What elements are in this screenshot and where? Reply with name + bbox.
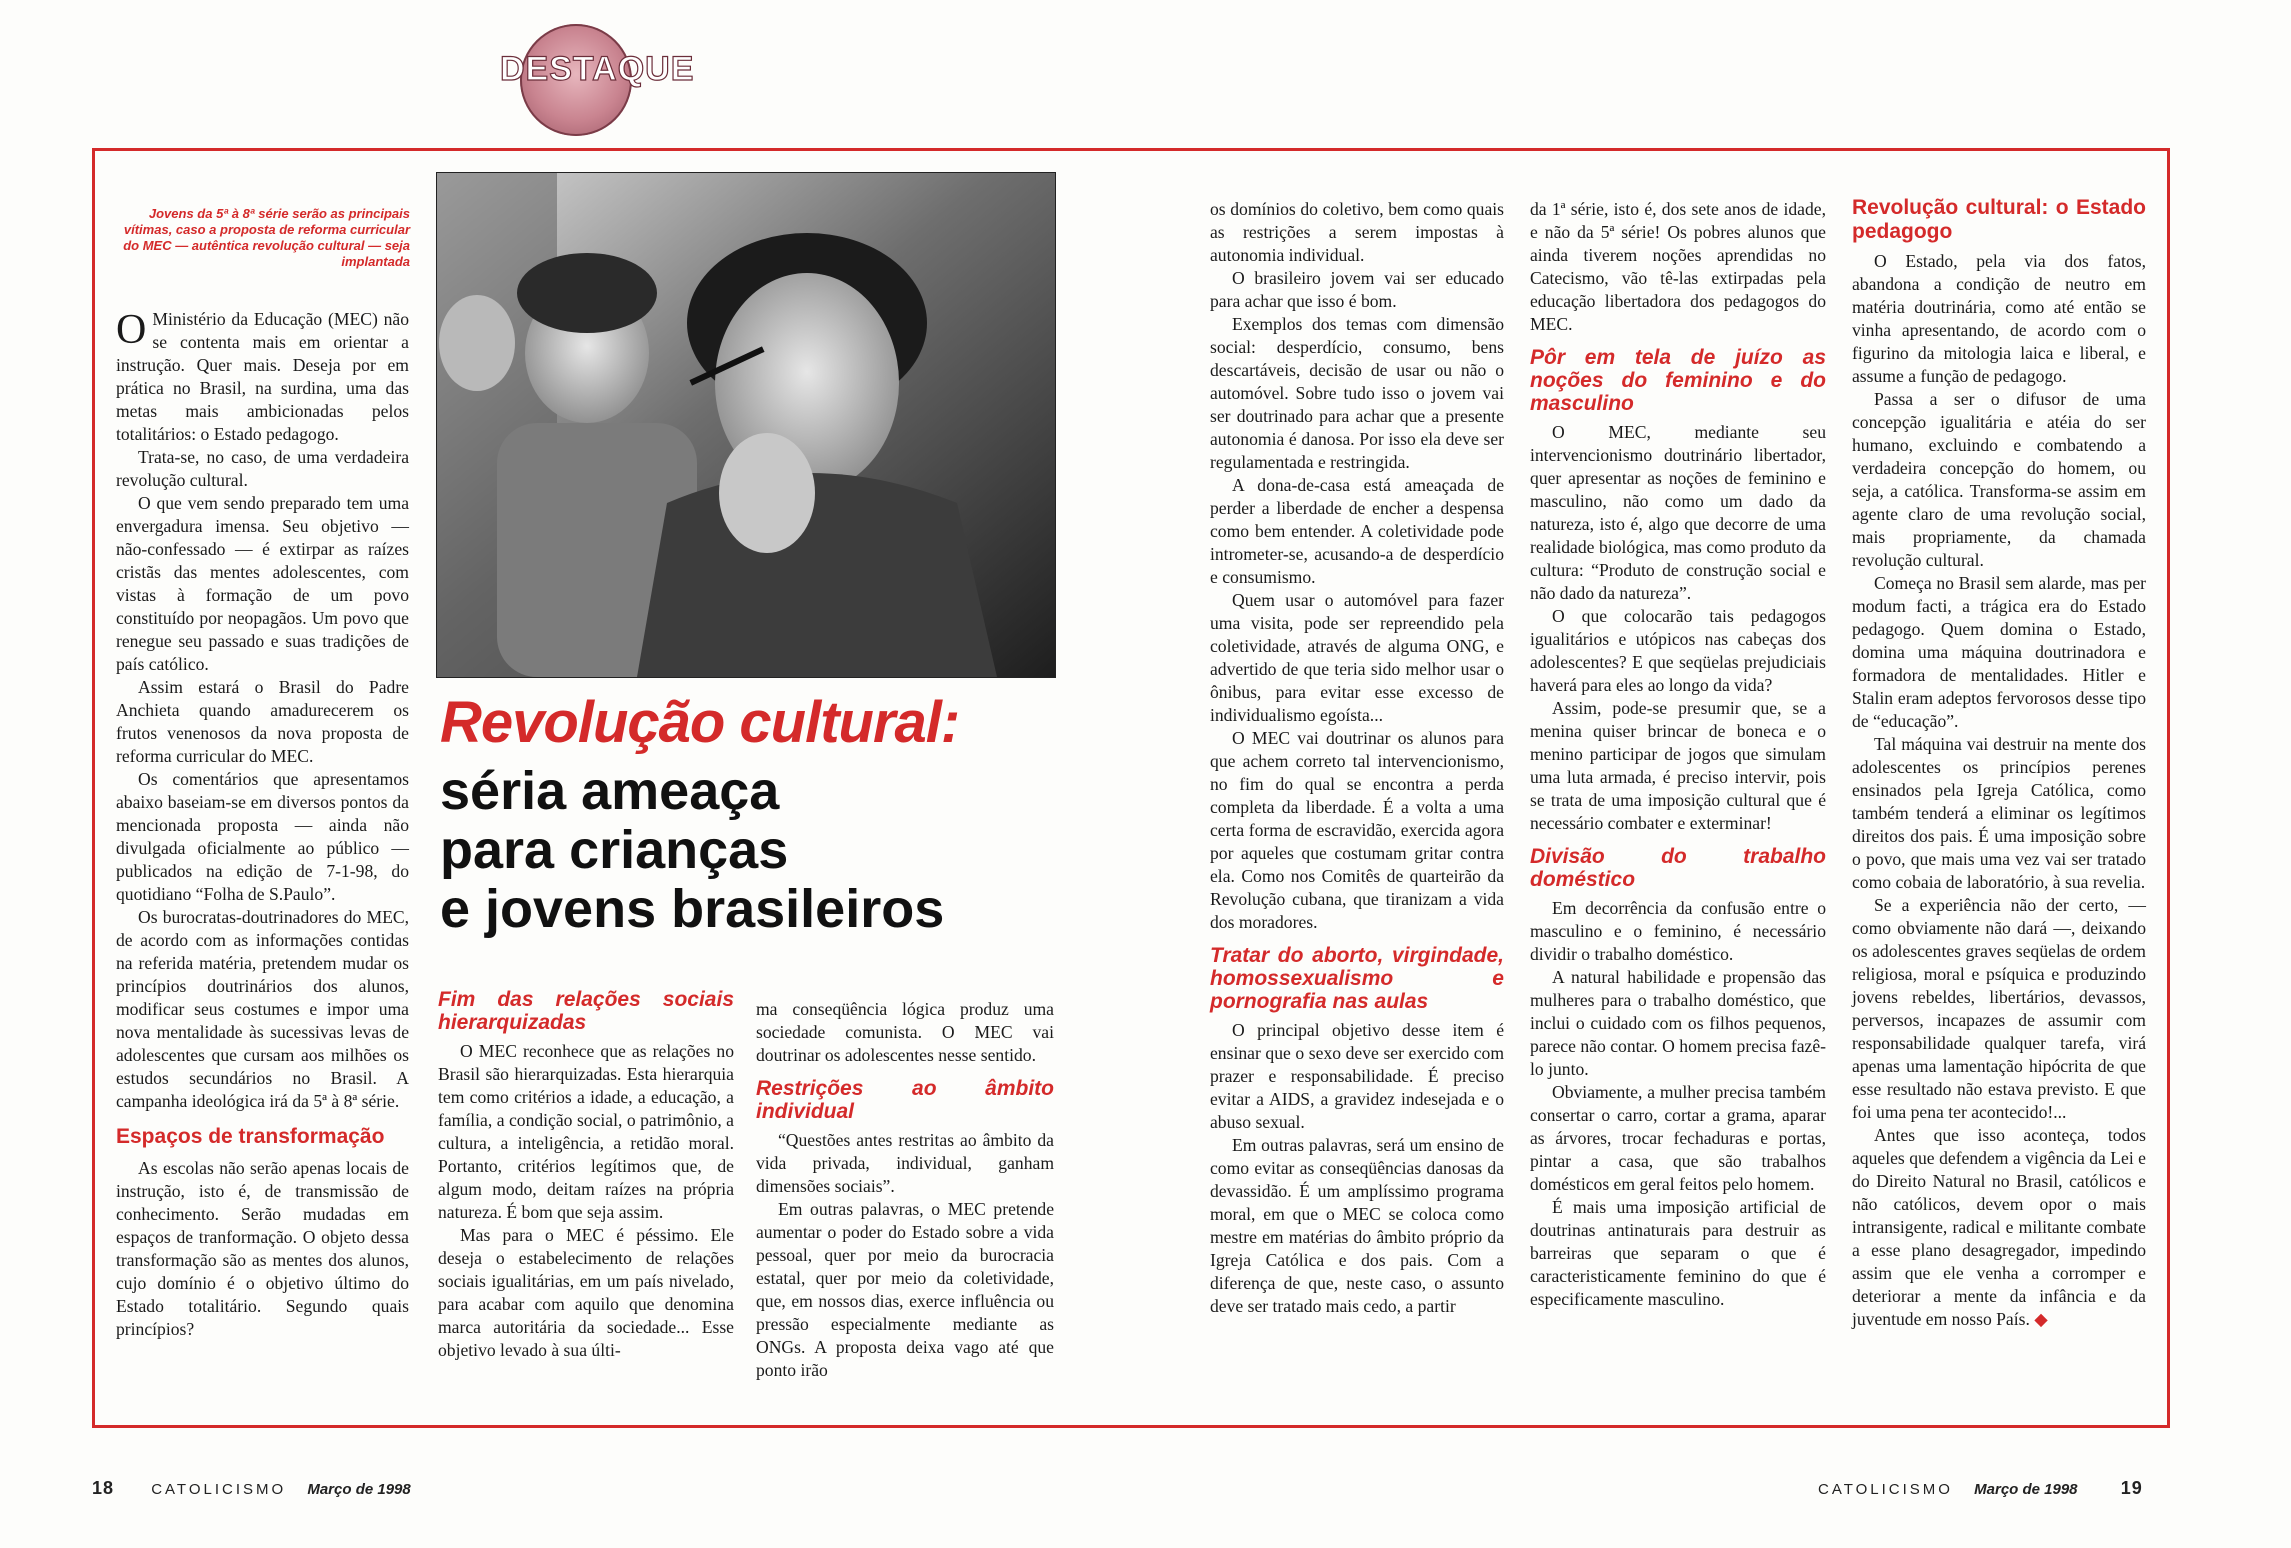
paragraph: Tal máquina vai destruir na mente dos adolescentes os princípios perenes ensinados pela Igreja Católica, como também tenderá a eliminar os legítimos direitos dos pais. É uma imposição sobre o povo, que mais uma vez vai ser tratado como cobaia de laboratório, à sua revelia. (1852, 734, 2146, 892)
paragraph: “Questões antes restritas ao âmbito da vida privada, individual, ganham dimensões sociais”. (756, 1130, 1054, 1196)
headline-line: para crianças (440, 820, 789, 880)
paragraph: Em outras palavras, será um ensino de como evitar as conseqüências danosas da devassidão. É um amplíssimo programa moral, em que o MEC se coloca como mestre em matérias do âmbito próprio da Igreja Católica e dos pais. Com a diferença de que, neste caso, o assunto deve ser tratado mais cedo, a partir (1210, 1135, 1504, 1316)
paragraph: O MEC reconhece que as relações no Brasil são hierarquizadas. Esta hierarquia tem como critérios a idade, a educação, a família, a condição social, o patrimônio, a cultura, a inteligência, a retidão moral. Portanto, critérios legítimos que, de algum modo, deitam raízes na própria natureza. É bom que seja assim. (438, 1041, 734, 1222)
paragraph: ma conseqüência lógica produz uma sociedade comunista. O MEC vai doutrinar os adolescentes nesse sentido. (756, 999, 1054, 1065)
section-heading: Restrições ao âmbito individual (756, 1077, 1054, 1123)
photo-caption: Jovens da 5ª à 8ª série serão as principais vítimas, caso a proposta de reforma curricular do MEC — autêntica revolução cultural — seja implantada (123, 206, 410, 269)
headline-red: Revolução cultural: (440, 690, 960, 755)
paragraph-text: Antes que isso aconteça, todos aqueles que defendem a vigência da Lei e do Direito Natural no Brasil, católicos e não católicos, devem opor o mais intransigente, radical e militante combate a esse plano desagregador, impedindo assim que ele venha a corromper e deteriorar a mente da infância e da juventude em nosso País. (1852, 1125, 2146, 1329)
section-heading: Espaços de transformação (116, 1125, 385, 1148)
paragraph: os domínios do coletivo, bem como quais as restrições a serem impostas à autonomia individual. (1210, 199, 1504, 265)
headline-line: séria ameaça (440, 761, 780, 821)
paragraph: Os burocratas-doutrinadores do MEC, de acordo com as informações contidas na referida matéria, pretendem mudar os princípios doutrinários dos alunos, modificar seus costumes e impor uma nova mentalidade às sucessivas levas de adolescentes que cursam aos milhões os estudos secundários no Brasil. A campanha ideológica irá da 5ª à 8ª série. (116, 907, 409, 1111)
paragraph: Mas para o MEC é péssimo. Ele deseja o estabelecimento de relações sociais igualitárias, em um país nivelado, para acabar com aquilo que denomina marca autoritária da sociedade... Esse objetivo levado à sua últi- (438, 1225, 734, 1360)
column-4 (1210, 198, 1504, 1318)
paragraph: O principal objetivo desse item é ensinar que o sexo deve ser exercido com prazer e responsabilidade. É preciso evitar a AIDS, a gravidez indesejada e o abuso sexual. (1210, 1020, 1504, 1132)
footer-right (1818, 1478, 2143, 1499)
paragraph: Em outras palavras, o MEC pretende aumentar o poder do Estado sobre a vida pessoal, quer por meio da burocracia estatal, quer por meio da coletividade, que, em nossos dias, exerce influência ou pressão especialmente mediante as ONGs. A proposta deixa vago até que ponto irão (756, 1199, 1054, 1380)
paragraph: O MEC, mediante seu intervencionismo doutrinário libertador, quer apresentar as noções de feminino e masculino, não como um dado da natureza, isto é, algo que decorre de uma realidade biológica, mas como produto da cultura: “Produto de construção social e não dado da natureza”. (1530, 422, 1826, 603)
paragraph: Passa a ser o difusor de uma concepção igualitária e atéia do ser humano, excluindo e combatendo a verdadeira concepção do homem, ou seja, a católica. Transforma-se assim em agente claro de uma revolução social, mais propriamente, da chamada revolução cultural. (1852, 389, 2146, 570)
paragraph: A natural habilidade e propensão das mulheres para o trabalho doméstico, que inclui o cuidado com os filhos pequenos, parece não contar. O homem precisa fazê-lo junto. (1530, 967, 1826, 1079)
paragraph: Obviamente, a mulher precisa também consertar o carro, cortar a grama, aparar as árvores, trocar fechaduras e portas, pintar a casa, que são trabalhos domésticos em geral feitos pelo homem. (1530, 1082, 1826, 1194)
paragraph: Os comentários que apresentamos abaixo baseiam-se em diversos pontos da mencionada proposta — ainda não divulgada oficialmente ao público — publicados na edição de 7-1-98, do quotidiano “Folha de S.Paulo”. (116, 769, 409, 904)
paragraph: O que colocarão tais pedagogos igualitários e utópicos nas cabeças dos adolescentes? E que seqüelas prejudiciais haverá para eles ao longo da vida? (1530, 606, 1826, 695)
section-heading: Divisão do trabalho doméstico (1530, 845, 1826, 891)
column-6 (1852, 196, 2146, 1332)
paragraph: Assim, pode-se presumir que, se a menina quiser brincar de boneca e o menino participar de jogos que simulam uma luta armada, é preciso intervir, pois se trata de uma imposição cultural que é necessário combater e exterminar! (1530, 698, 1826, 833)
page-number: 18 (92, 1478, 115, 1498)
paragraph: O MEC vai doutrinar os alunos para que achem correto tal intervencionismo, no fim do qual se encontra a perda completa da liberdade. É a volta a uma certa forma de escravidão, exercida agora por aqueles que costumam gritar contra ela. Como nos Comitês de quarteirão da Revolução cubana, que tiranizam a vida dos moradores. (1210, 728, 1504, 932)
column-2 (438, 988, 734, 1362)
section-heading: Pôr em tela de juízo as noções do feminino e do masculino (1530, 346, 1826, 415)
paragraph: O que vem sendo preparado tem uma envergadura imensa. Seu objetivo — não-confessado — é extirpar as raízes cristãs das mentes adolescentes, com vistas à formação de um povo constituído por neopagãos. Um povo que renegue seu passado e suas tradições de país católico. (116, 493, 409, 674)
paragraph: Exemplos dos temas com dimensão social: desperdício, consumo, bens descartáveis, decisão de usar ou não o automóvel. Sobre tudo isso o jovem vai ser doutrinado para achar que a presente autonomia é danosa. Por isso ela deve ser regulamentada e restringida. (1210, 314, 1504, 472)
drop-cap: O (116, 307, 147, 353)
destaque-label: DESTAQUE (500, 50, 695, 88)
section-heading: Revolução cultural: o Estado pedagogo (1852, 196, 2146, 243)
magazine-name: CATOLICISMO (151, 1481, 287, 1498)
section-heading: Tratar do aborto, virgindade, homossexualismo e pornografia nas aulas (1210, 944, 1504, 1013)
section-heading: Fim das relações sociais hierarquizadas (438, 988, 734, 1034)
paragraph: Trata-se, no caso, de uma verdadeira revolução cultural. (116, 447, 409, 490)
students-photo (436, 172, 1056, 678)
issue-date: Março de 1998 (307, 1481, 411, 1498)
page-number: 19 (2120, 1478, 2143, 1498)
paragraph: da 1ª série, isto é, dos sete anos de idade, e não da 5ª série! Os pobres alunos que ainda tiverem noções aprendidas no Catecismo, vão tê-las extirpadas pela educação libertadora dos pedagogos do MEC. (1530, 199, 1826, 334)
paragraph: A dona-de-casa está ameaçada de perder a liberdade de encher a despensa como bem entender. A coletividade pode intrometer-se, acusando-a de desperdício e consumismo. (1210, 475, 1504, 587)
paragraph: Assim estará o Brasil do Padre Anchieta quando amadurecerem os frutos venenosos da nova proposta de reforma curricular do MEC. (116, 677, 409, 766)
issue-date: Março de 1998 (1974, 1481, 2078, 1498)
column-1 (116, 308, 409, 1341)
paragraph: É mais uma imposição artificial de doutrinas antinaturais para destruir as barreiras que separam o que é caracteristicamente feminino do que é especificamente masculino. (1530, 1197, 1826, 1309)
magazine-name: CATOLICISMO (1818, 1481, 1953, 1498)
column-3 (756, 998, 1054, 1382)
paragraph: As escolas não serão apenas locais de instrução, isto é, de transmissão de conhecimento. Serão mudadas em espaços de tranformação. O objeto dessa transformação são as mentes dos alunos, cujo domínio é o objetivo último do Estado totalitário. Segundo quais princípios? (116, 1158, 409, 1339)
paragraph: Se a experiência não der certo, — como obviamente não dará —, deixando os adolescentes graves seqüelas de ordem religiosa, moral e psíquica e produzindo jovens rebeldes, libertários, devassos, perversos, incapazes de assumir com responsabilidade qualquer tarefa, virá apenas uma lamentação hipócrita de que esse resultado não estava previsto. E que foi uma pena ter acontecido!... (1852, 895, 2146, 1122)
paragraph (1852, 1124, 2146, 1332)
paragraph: O brasileiro jovem vai ser educado para achar que isso é bom. (1210, 268, 1504, 311)
paragraph: Em decorrência da confusão entre o masculino e o feminino, é necessário dividir o trabalho doméstico. (1530, 898, 1826, 964)
column-5 (1530, 198, 1826, 1311)
headline-line: e jovens brasileiros (440, 879, 945, 939)
footer-left (92, 1478, 411, 1499)
end-mark-icon: ◆ (2034, 1310, 2048, 1330)
paragraph (116, 308, 409, 446)
paragraph: Quem usar o automóvel para fazer uma visita, pode ser repreendido pela coletividade, através de alguma ONG, e advertido de que teria sido melhor usar o ônibus, para evitar esse excesso de individualismo egoísta... (1210, 590, 1504, 725)
headline-black (440, 762, 1080, 939)
paragraph: O Estado, pela via dos fatos, abandona a condição de neutro em matéria doutrinária, como até então se vinha apresentando, de acordo com o figurino da mitologia laica e liberal, e assume a função de pedagogo. (1852, 251, 2146, 386)
paragraph: Começa no Brasil sem alarde, mas per modum facti, a trágica era do Estado pedagogo. Quem domina o Estado, domina uma máquina doutrinadora e formadora de mentalidades. Hitler e Stalin eram adeptos fervorosos desse tipo de “educação”. (1852, 573, 2146, 731)
paragraph-text: Ministério da Educação (MEC) não se contenta mais em orientar a instrução. Quer mais. Deseja por em prática no Brasil, na surdina, uma das metas mais ambicionadas pelos totalitários: o Estado pedagogo. (116, 309, 409, 444)
